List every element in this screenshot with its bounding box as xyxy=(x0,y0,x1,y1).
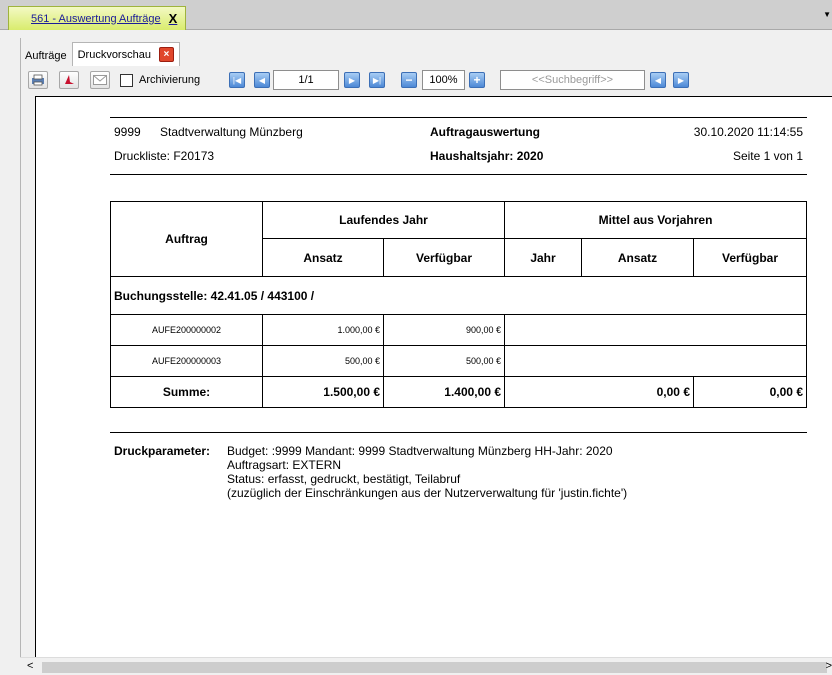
print-list: Druckliste: F20173 xyxy=(114,149,215,163)
document-tab-bar xyxy=(0,0,832,30)
report-datetime: 30.10.2020 11:14:55 xyxy=(693,125,803,139)
col-header-laufendes-jahr: Laufendes Jahr xyxy=(263,202,505,239)
archive-checkbox-box[interactable] xyxy=(120,74,133,87)
sum-row xyxy=(111,377,807,408)
search-prev-button[interactable]: ◀ xyxy=(650,72,666,88)
row-order: AUFE200000002 xyxy=(111,315,263,346)
col-header-ansatz: Ansatz xyxy=(263,239,384,277)
sum-budget: 1.500,00 € xyxy=(263,377,384,408)
org-name: Stadtverwaltung Münzberg xyxy=(160,125,303,139)
document-tab-label: 561 - Auswertung Aufträge xyxy=(31,12,161,25)
tab-druckvorschau[interactable] xyxy=(72,42,180,66)
page-info: Seite 1 von 1 xyxy=(732,149,803,163)
zoom-out-button[interactable]: − xyxy=(401,72,417,88)
inner-tab-row xyxy=(20,40,180,66)
last-page-button[interactable]: ▶| xyxy=(369,72,385,88)
sum-prior-available: 0,00 € xyxy=(694,377,807,408)
tab-auftraege[interactable]: Aufträge xyxy=(25,50,67,62)
col-header-jahr: Jahr xyxy=(505,239,582,277)
header-bottom-rule xyxy=(110,174,807,175)
sum-label: Summe: xyxy=(111,377,263,408)
scroll-right-icon[interactable]: > xyxy=(825,660,832,672)
row-prior-empty xyxy=(505,346,807,377)
report-table xyxy=(110,201,807,408)
document-tab-auswertung[interactable] xyxy=(8,6,186,30)
params-line-status: Status: erfasst, gedruckt, bestätigt, Teilabruf xyxy=(227,472,461,486)
budget-year: Haushaltsjahr: 2020 xyxy=(430,149,544,163)
sum-available: 1.400,00 € xyxy=(384,377,505,408)
next-page-button[interactable]: ▶ xyxy=(344,72,360,88)
archive-checkbox[interactable] xyxy=(120,71,200,89)
org-number: 9999 xyxy=(114,125,141,139)
params-line-budget: Budget: :9999 Mandant: 9999 Stadtverwaltung Münzberg HH-Jahr: 2020 xyxy=(227,444,613,458)
table-row xyxy=(111,315,807,346)
tab-scroll-down-icon[interactable]: ▼ xyxy=(823,10,831,19)
search-next-button[interactable]: ▶ xyxy=(673,72,689,88)
scrollbar-thumb[interactable] xyxy=(42,662,827,673)
params-label: Druckparameter: xyxy=(114,444,211,458)
archive-label: Archivierung xyxy=(139,74,201,86)
params-line-auftragsart: Auftragsart: EXTERN xyxy=(227,458,342,472)
params-line-restrictions: (zuzüglich der Einschränkungen aus der Nutzerverwaltung für 'justin.fichte') xyxy=(227,486,628,500)
col-header-mittel-vorjahre: Mittel aus Vorjahren xyxy=(505,202,807,239)
close-preview-icon[interactable]: × xyxy=(159,47,174,62)
report-title: Auftragauswertung xyxy=(430,125,541,139)
first-page-button[interactable]: |◀ xyxy=(229,72,245,88)
group-row-buchungsstelle: Buchungsstelle: 42.41.05 / 443100 / xyxy=(111,277,807,315)
row-available: 900,00 € xyxy=(384,315,505,346)
col-header-verfuegbar: Verfügbar xyxy=(384,239,505,277)
prev-page-button[interactable]: ◀ xyxy=(254,72,270,88)
params-rule xyxy=(110,432,807,433)
preview-toolbar xyxy=(20,67,832,93)
scroll-left-icon[interactable]: < xyxy=(27,660,34,672)
params-lines xyxy=(227,444,627,500)
print-icon[interactable] xyxy=(28,71,48,89)
tab-druckvorschau-label: Druckvorschau xyxy=(77,48,151,61)
col-header-auftrag: Auftrag xyxy=(111,202,263,277)
print-preview-area[interactable] xyxy=(35,96,832,657)
horizontal-scrollbar[interactable] xyxy=(20,657,832,675)
row-budget: 1.000,00 € xyxy=(263,315,384,346)
email-icon[interactable] xyxy=(90,71,110,89)
close-icon[interactable]: X xyxy=(168,11,178,26)
header-top-rule xyxy=(110,117,807,118)
row-order: AUFE200000003 xyxy=(111,346,263,377)
zoom-in-button[interactable]: + xyxy=(469,72,485,88)
row-budget: 500,00 € xyxy=(263,346,384,377)
zoom-level[interactable]: 100% xyxy=(422,70,465,90)
col-header-verfuegbar-vorjahre: Verfügbar xyxy=(694,239,807,277)
table-row xyxy=(111,346,807,377)
row-available: 500,00 € xyxy=(384,346,505,377)
search-input[interactable]: <<Suchbegriff>> xyxy=(500,70,645,90)
pdf-export-icon[interactable] xyxy=(59,71,79,89)
row-prior-empty xyxy=(505,315,807,346)
sum-prior-budget: 0,00 € xyxy=(505,377,694,408)
col-header-ansatz-vorjahre: Ansatz xyxy=(582,239,694,277)
page-indicator[interactable]: 1/1 xyxy=(273,70,339,90)
